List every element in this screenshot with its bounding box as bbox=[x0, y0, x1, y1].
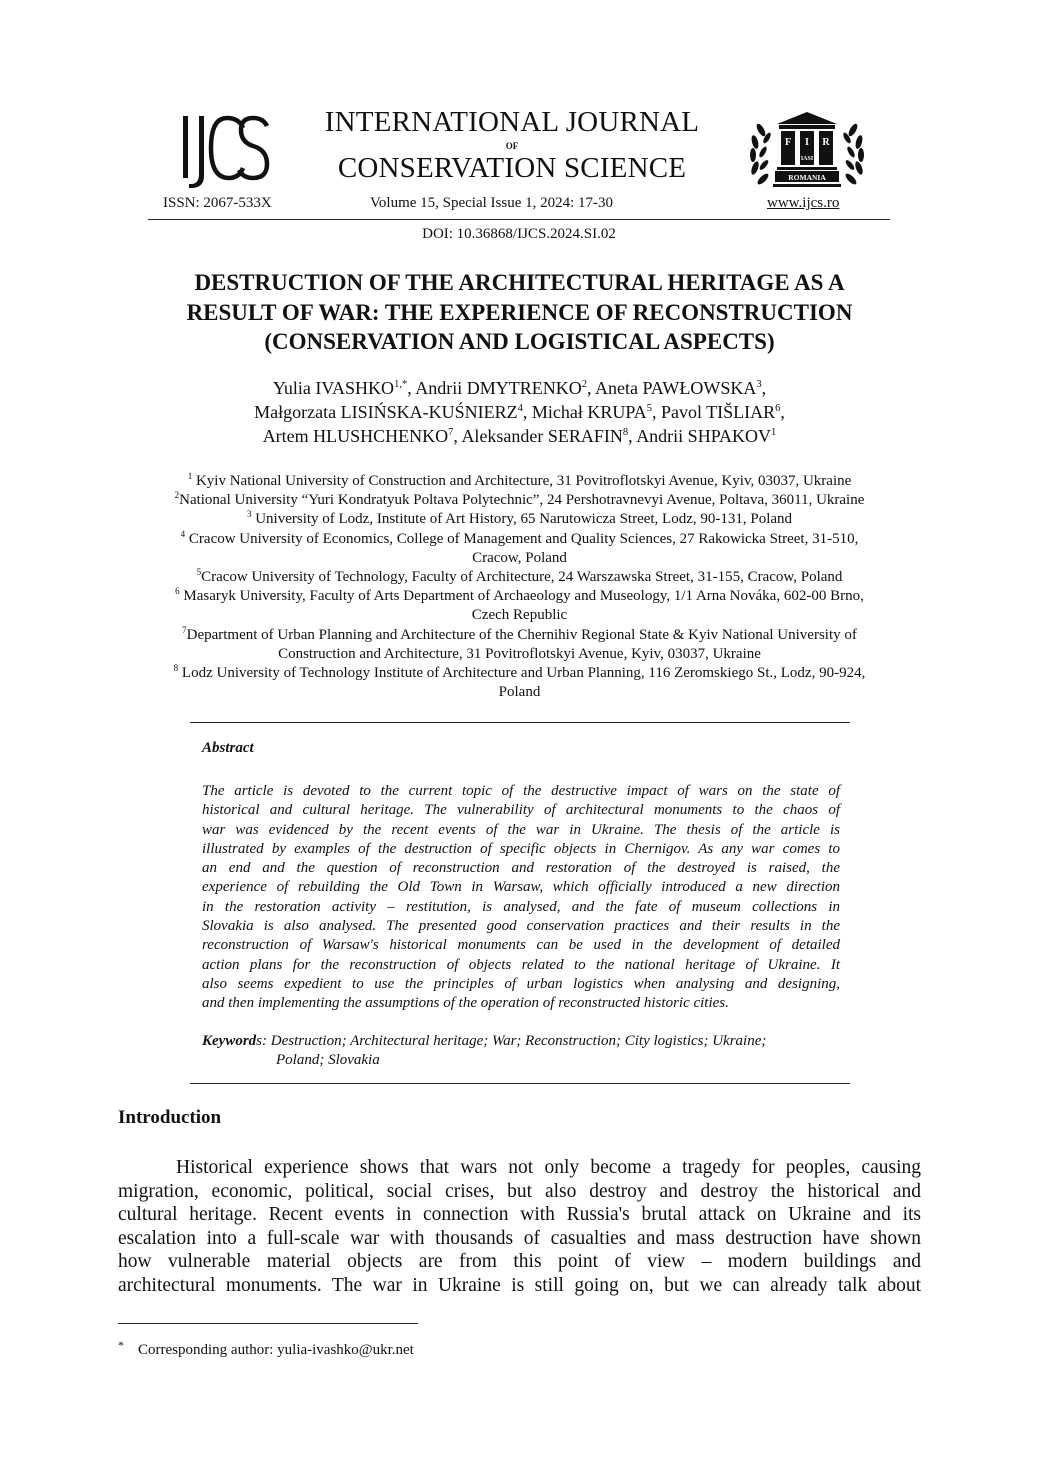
affiliation: $^4$ Cracow University of Economics, College of Management and Quality Sciences, 27 Rakowicka Street, 31-510, bbox=[180, 528, 859, 547]
footnote-mark: * bbox=[118, 1338, 124, 1352]
author-sup: 1,* bbox=[394, 379, 408, 390]
affiliation: $^6$ Masaryk University, Faculty of Arts Department of Archaeology and Museology, 1/1 Arna Nováka, 602-00 Brno, bbox=[175, 586, 864, 605]
affiliation-cont: Cracow, Poland bbox=[472, 549, 567, 566]
footnote-text: Corresponding author: yulia-ivashko@ukr.net bbox=[138, 1342, 414, 1358]
affiliation-cont: Poland bbox=[498, 684, 541, 701]
intro-line: how vulnerable material objects are from this point of view – modern buildings and bbox=[118, 1251, 921, 1273]
svg-text:R: R bbox=[822, 137, 830, 148]
journal-title-line1: INTERNATIONAL JOURNAL bbox=[324, 106, 700, 138]
author-sup: 6 bbox=[775, 403, 781, 414]
footnote-divider bbox=[118, 1323, 418, 1324]
author-name: Aneta PAWŁOWSKA bbox=[594, 378, 757, 398]
abstract-line: an end and the question of reconstruction and restoration of the destroyed is raised, the bbox=[202, 860, 840, 877]
author-name: Małgorzata LISIŃSKA-KUŚNIERZ bbox=[254, 402, 518, 422]
ijcs-logo bbox=[181, 112, 273, 190]
abstract-line: war was evidenced by the recent events of the war in Ukraine. The thesis of the article is bbox=[202, 821, 840, 838]
author-sup: 2 bbox=[581, 379, 587, 390]
affiliation: $^1$ Kyiv National University of Construction and Architecture, 31 Povitroflotskyi Avenue, Kyiv, 03037, Ukraine bbox=[187, 471, 852, 489]
title-line: (CONSERVATION AND LOGISTICAL ASPECTS) bbox=[264, 329, 775, 354]
affiliation-cont: Czech Republic bbox=[471, 607, 568, 624]
journal-title-line2: CONSERVATION SCIENCE bbox=[337, 152, 687, 184]
author-name: Artem HLUSHCHENKO bbox=[262, 426, 449, 446]
abstract-line: in the restoration activity – restitution, is analysed, and the fate of museum collections in bbox=[202, 898, 840, 915]
abstract-body bbox=[202, 782, 840, 1014]
keywords-line: Destruction; Architectural heritage; War; Reconstruction; City logistics; Ukraine; bbox=[270, 1033, 767, 1049]
author-line: Małgorzata LISIŃSKA-KUŚNIERZ$^4$, Michał KRUPA$^5$, Pavol TIŠLIAR$^6$, bbox=[254, 402, 785, 422]
abstract-top-divider bbox=[190, 722, 850, 723]
abstract-line: and then implementing the assumptions of the operation of reconstructed historic cities. bbox=[202, 995, 729, 1012]
author-sup: 8 bbox=[622, 427, 629, 438]
section-heading-introduction: Introduction bbox=[118, 1107, 222, 1128]
author-name: Andrii SHPAKOV bbox=[636, 426, 772, 446]
title-line: DESTRUCTION OF THE ARCHITECTURAL HERITAGE AS A bbox=[194, 270, 845, 295]
svg-text:I: I bbox=[805, 137, 809, 148]
author-name: Pavol TIŠLIAR bbox=[660, 402, 776, 422]
author-sup: 3 bbox=[756, 379, 762, 390]
abstract-bottom-divider bbox=[190, 1083, 850, 1084]
svg-text:F: F bbox=[784, 137, 792, 148]
author-name: Michał KRUPA bbox=[531, 402, 647, 422]
abstract-line: Slovakia is also analysed. The presented good conservation practices and their results in the bbox=[202, 918, 840, 935]
fir-romania-logo bbox=[745, 110, 869, 196]
affiliation: $^8$ Lodz University of Technology Institute of Architecture and Urban Planning, 116 Zeromskiego St., Lodz, 90-924, bbox=[173, 663, 866, 682]
author-name: Yulia IVASHKO bbox=[272, 378, 395, 398]
svg-text:IASI: IASI bbox=[800, 156, 814, 162]
doi: DOI: 10.36868/IJCS.2024.SI.02 bbox=[422, 226, 616, 242]
volume-info: Volume 15, Special Issue 1, 2024: 17-30 bbox=[370, 195, 614, 211]
intro-line: migration, economic, political, social crises, but also destroy and destroy the historical and bbox=[118, 1180, 921, 1202]
abstract-line: reconstruction of Warsaw's historical monuments can be used in the development of detailed bbox=[202, 937, 840, 954]
abstract-line: experience of rebuilding the Old Town in Warsaw, which officially introduced a new direction bbox=[202, 879, 840, 896]
abstract-line: action plans for the reconstruction of objects related to the national heritage of Ukraine. It bbox=[202, 956, 840, 973]
laurel-temple-icon bbox=[745, 110, 869, 196]
intro-line: escalation into a full-scale war with thousands of casualties and mass destruction have shown bbox=[118, 1227, 921, 1249]
affiliation: $^7$Department of Urban Planning and Architecture of the Chernihiv Regional State & Kyiv National University of bbox=[182, 624, 857, 643]
author-name: Aleksander SERAFIN bbox=[461, 426, 623, 446]
author-sup: 7 bbox=[448, 427, 454, 438]
intro-line: Historical experience shows that wars not only become a tragedy for peoples, causing bbox=[176, 1157, 921, 1178]
affiliation: $^5$Cracow University of Technology, Faculty of Architecture, 24 Warszawska Street, 31-155, Cracow, Poland bbox=[196, 567, 843, 586]
keywords-line: Poland; Slovakia bbox=[276, 1052, 380, 1068]
journal-title-of: OF bbox=[505, 141, 519, 151]
footnote bbox=[118, 1338, 414, 1359]
author-sup: 4 bbox=[517, 403, 523, 414]
author-line: Yulia $IVASHKO^{1,*}$, Andrii DMYTRENKO$^2$, Aneta PAWŁOWSKA$^3$, bbox=[272, 378, 767, 398]
intro-line: architectural monuments. The war in Ukraine is still going on, but we can already talk about bbox=[118, 1274, 921, 1296]
svg-text:ROMANIA: ROMANIA bbox=[788, 173, 826, 182]
keywords-label: Keyword bbox=[202, 1033, 257, 1049]
affiliation-list bbox=[118, 472, 921, 702]
author-list bbox=[130, 376, 909, 448]
author-line: Artem HLUSHCHENKO$^7$, Aleksander SERAFIN$^8$, Andrii SHPAKOV$^1$ bbox=[262, 426, 777, 446]
website-link[interactable]: www.ijcs.ro bbox=[767, 195, 840, 211]
header-divider bbox=[148, 219, 890, 220]
introduction-body bbox=[118, 1156, 921, 1298]
affiliation: $^2$National University “Yuri Kondratyuk Poltava Polytechnic”, 24 Pershotravnevyi Avenue, Poltava, 36011, Ukraine bbox=[174, 490, 865, 509]
title-line: RESULT OF WAR: THE EXPERIENCE OF RECONSTRUCTION bbox=[186, 299, 853, 325]
keywords bbox=[202, 1032, 842, 1070]
affiliation-cont: Construction and Architecture, 31 Povitroflotskyi Avenue, Kyiv, 03037, Ukraine bbox=[278, 645, 761, 662]
issn: ISSN: 2067-533X bbox=[163, 195, 272, 211]
abstract-heading: Abstract bbox=[202, 740, 254, 756]
paper-title bbox=[130, 268, 909, 357]
ijcs-logo-mark bbox=[181, 112, 273, 190]
abstract-line: also seems expedient to use the principles of urban logistics when analysing and designing, bbox=[202, 975, 840, 992]
keywords-colon: s: bbox=[256, 1033, 268, 1049]
author-name: Andrii DMYTRENKO bbox=[415, 378, 582, 398]
abstract-line: The article is devoted to the current topic of the destructive impact of wars on the state of bbox=[202, 783, 840, 799]
abstract-line: illustrated by examples of the destruction of specific objects in Chernigov. As any war comes to bbox=[202, 840, 840, 857]
affiliation: $^3$ University of Lodz, Institute of Art History, 65 Narutowicza Street, Lodz, 90-131, Poland bbox=[246, 509, 793, 528]
author-sup: 5 bbox=[646, 403, 652, 414]
intro-line: cultural heritage. Recent events in connection with Russia's brutal attack on Ukraine and its bbox=[118, 1204, 921, 1226]
abstract-line: historical and cultural heritage. The vulnerability of architectural monuments to the chaos of bbox=[202, 802, 840, 819]
author-sup: 1 bbox=[771, 427, 777, 438]
